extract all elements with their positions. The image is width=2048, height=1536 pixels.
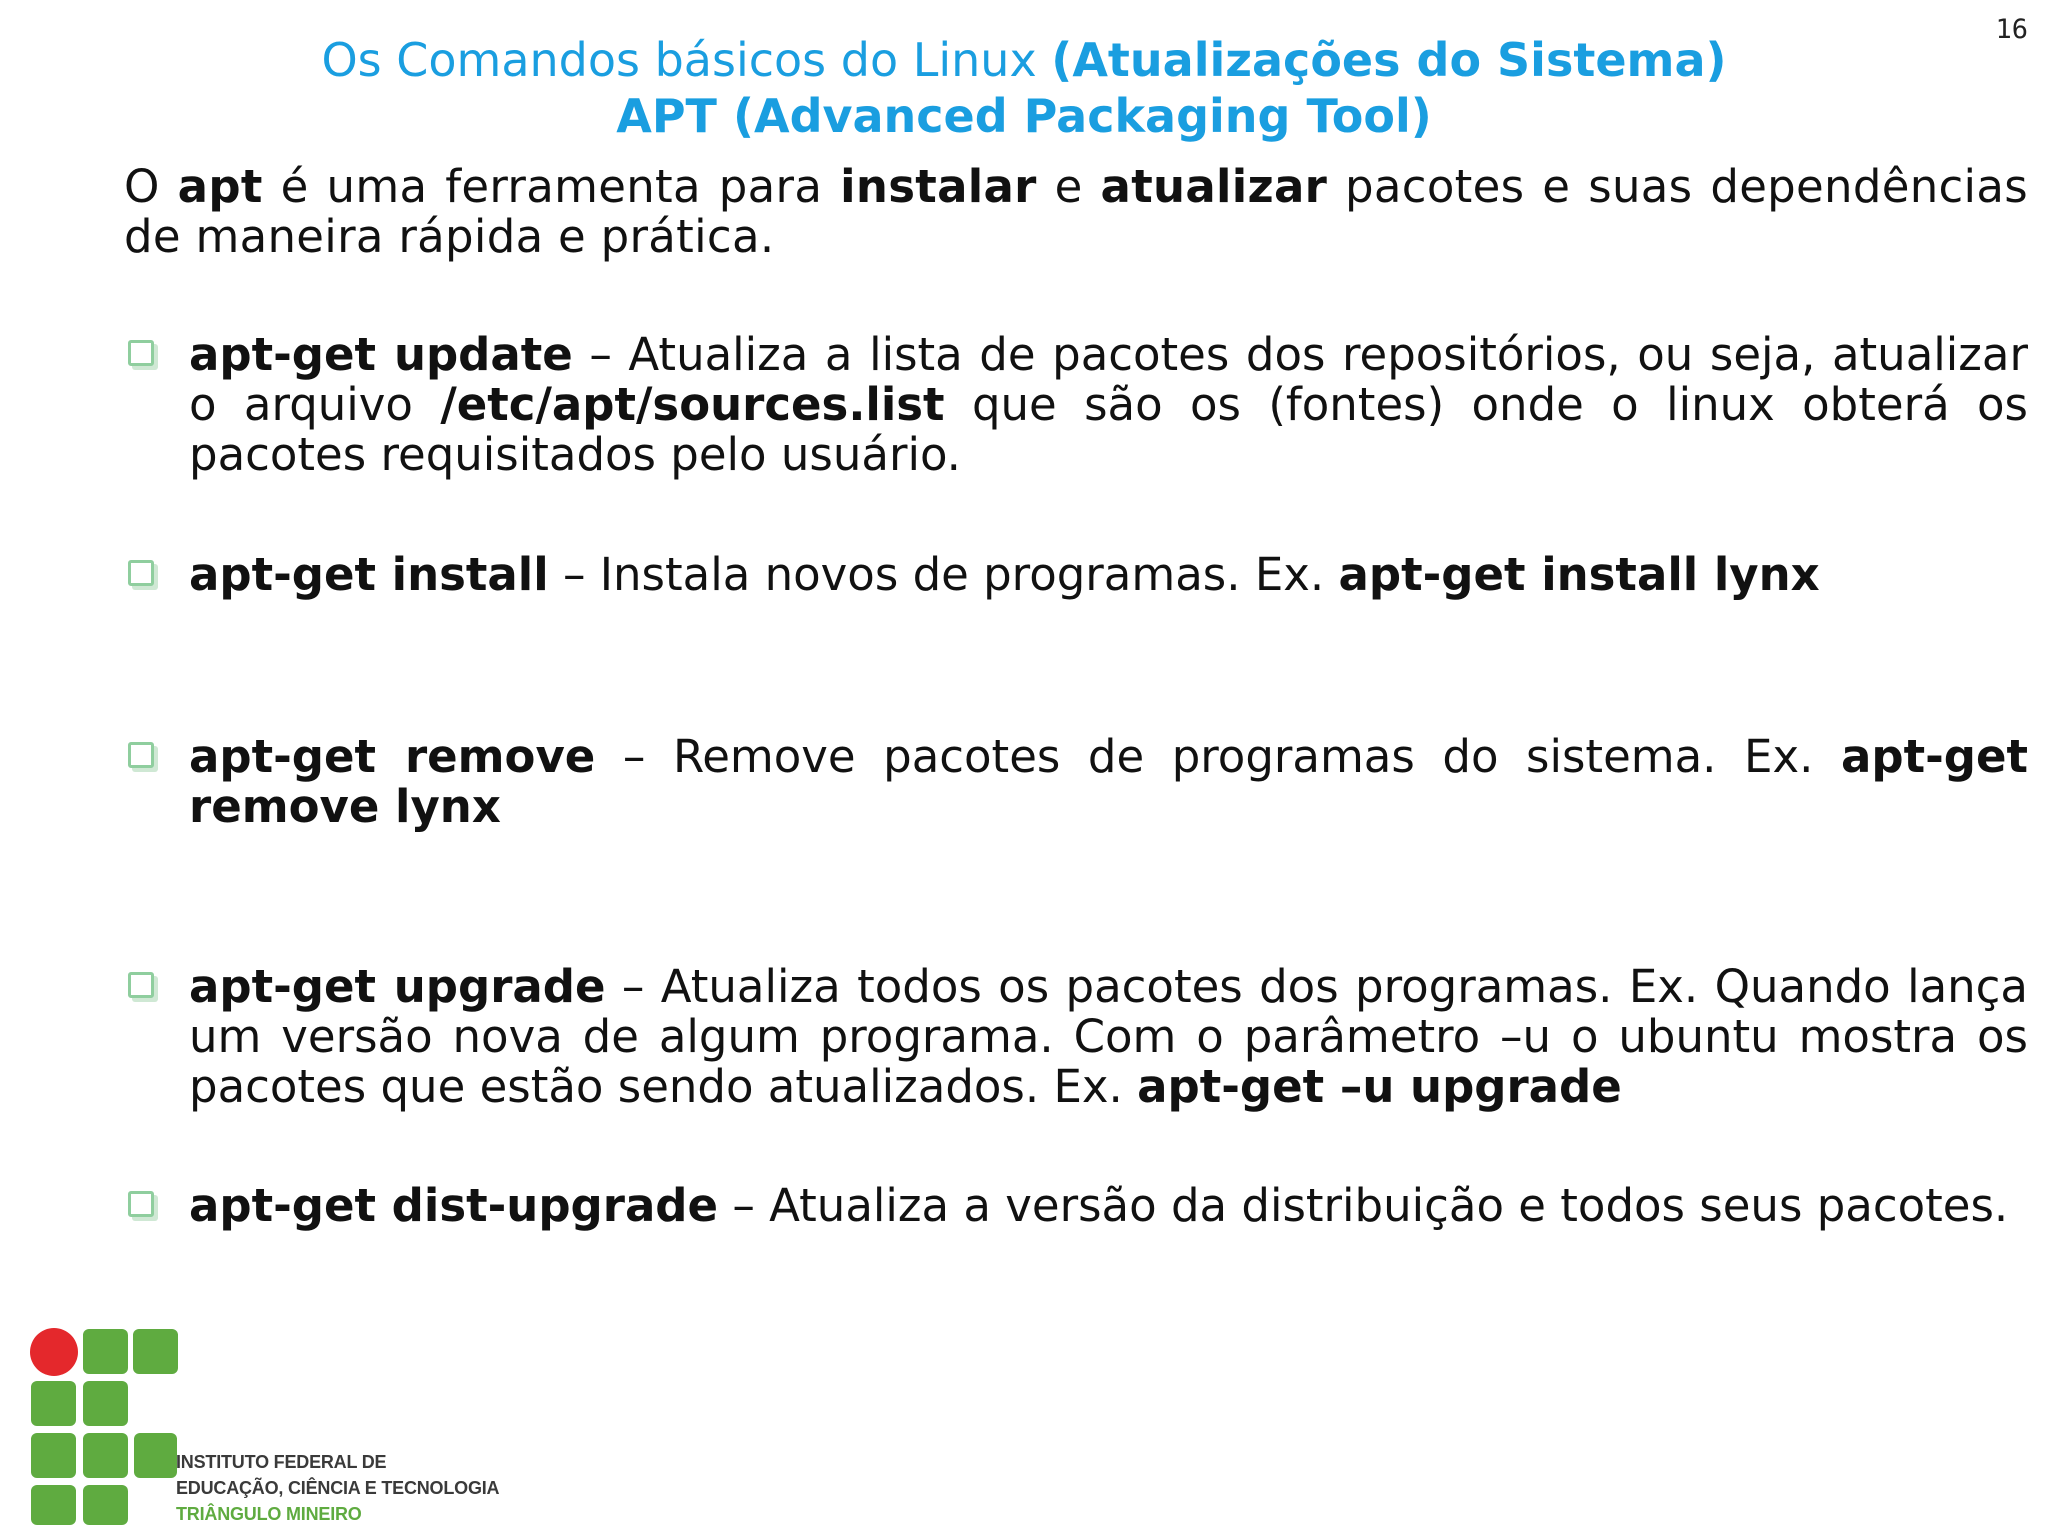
title-normal-text: Os Comandos básicos do Linux xyxy=(321,33,1052,87)
checkbox-bullet-icon xyxy=(128,972,154,998)
command-name: apt-get upgrade xyxy=(189,960,606,1013)
bullet-text xyxy=(189,962,2028,1112)
checkbox-bullet-icon xyxy=(128,560,154,586)
intro-bold: instalar xyxy=(840,160,1037,213)
institute-logo-icon xyxy=(28,1326,178,1526)
bullet-text xyxy=(189,1181,2028,1231)
command-name: apt-get dist-upgrade xyxy=(189,1179,719,1232)
bullet-bold: /etc/apt/sources.list xyxy=(440,378,945,431)
bullet-text xyxy=(189,550,2028,600)
logo-text xyxy=(176,1449,499,1527)
bullet-example: apt-get –u upgrade xyxy=(1137,1060,1622,1113)
bullet-description: – Atualiza a versão da distribuição e todos seus pacotes. xyxy=(718,1179,2009,1232)
page-number: 16 xyxy=(1995,14,2028,45)
intro-text: e xyxy=(1036,160,1101,213)
title-line-1 xyxy=(0,32,2048,88)
intro-text: é uma ferramenta para xyxy=(262,160,841,213)
command-name: apt-get remove xyxy=(189,730,596,783)
intro-paragraph xyxy=(124,162,2028,262)
logo-line-1: INSTITUTO FEDERAL DE xyxy=(176,1452,387,1472)
checkbox-bullet-icon xyxy=(128,340,154,366)
title-line-2 xyxy=(0,88,2048,144)
bullet-description: – Remove pacotes de programas do sistema. Ex. xyxy=(595,730,1841,783)
bullet-example: apt-get remove lynx xyxy=(189,730,2029,833)
bullet-description: – Atualiza todos os pacotes dos programas. Ex. Quando lança um versão nova de algum programa. Com o parâmetro –u o ubuntu mostra os pacotes que estão sendo atualizados. Ex. xyxy=(189,960,2028,1113)
slide-title xyxy=(0,32,2048,144)
logo-line-3: TRIÂNGULO MINEIRO xyxy=(176,1504,362,1524)
checkbox-bullet-icon xyxy=(128,742,154,768)
title-subtitle: APT (Advanced Packaging Tool) xyxy=(616,89,1432,143)
intro-text: O xyxy=(124,160,178,213)
intro-bold: apt xyxy=(177,160,263,213)
logo-line-2: EDUCAÇÃO, CIÊNCIA E TECNOLOGIA xyxy=(176,1478,500,1498)
bullet-text xyxy=(189,330,2028,480)
bullet-description: – Instala novos de programas. Ex. xyxy=(548,548,1339,601)
bullet-example: apt-get install lynx xyxy=(1338,548,1820,601)
institute-logo xyxy=(28,1326,548,1526)
bullet-description: – Atualiza a lista de pacotes dos repositórios, ou seja, atualizar o arquivo xyxy=(189,328,2028,431)
command-name: apt-get update xyxy=(189,328,573,381)
bullet-text xyxy=(189,732,2028,832)
title-bold-text: (Atualizações do Sistema) xyxy=(1051,33,1727,87)
command-name: apt-get install xyxy=(189,548,549,601)
intro-text: pacotes e suas dependências de maneira rápida e prática. xyxy=(124,160,2028,263)
checkbox-bullet-icon xyxy=(128,1191,154,1217)
intro-bold: atualizar xyxy=(1100,160,1328,213)
bullet-description: que são os (fontes) onde o linux obterá os pacotes requisitados pelo usuário. xyxy=(189,378,2028,481)
